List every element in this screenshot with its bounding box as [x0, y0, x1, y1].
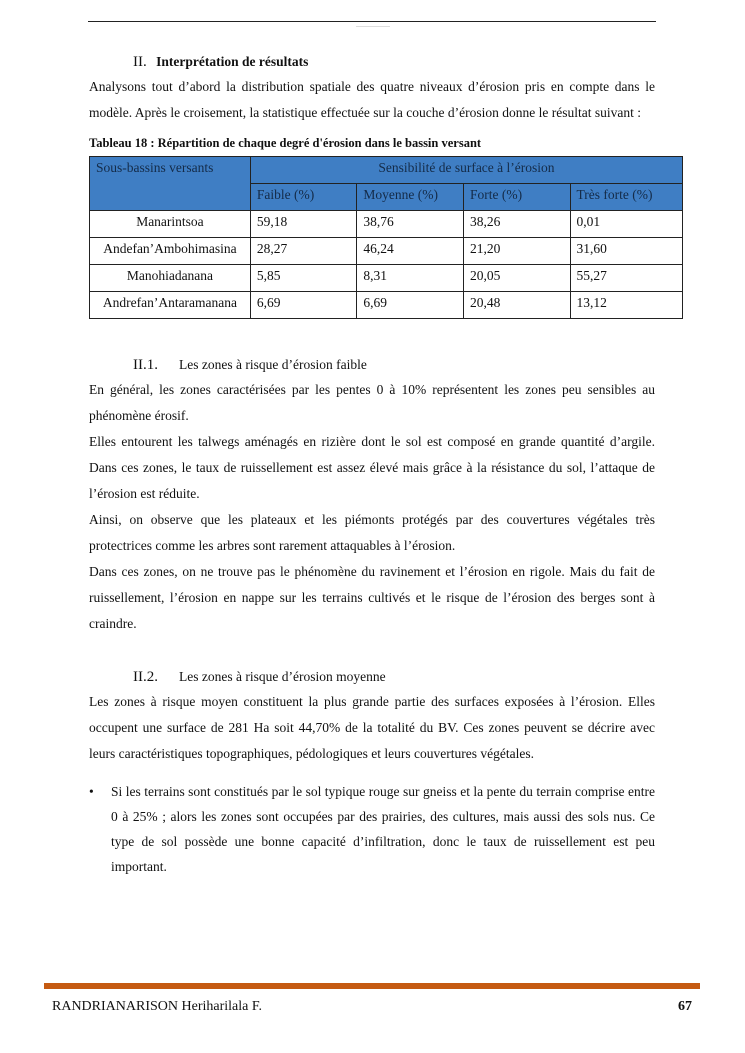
table-cell: 28,27 — [250, 238, 357, 265]
table-cell: 8,31 — [357, 265, 464, 292]
list-item-text: Si les terrains sont constitués par le sol typique rouge sur gneiss et la pente du terrain comprise entre 0 à 25% ; alors les zones sont occupées par des prairies, des cultures, mais aussi des sols nus. Ce type de sol possède une bonne capacité d’infiltration, donc le taux de ruissellement est peu important. — [111, 784, 655, 874]
table-cell: 59,18 — [250, 211, 357, 238]
table-cell: 13,12 — [570, 292, 682, 319]
spacer — [89, 637, 655, 665]
subsection-number: II.1. — [133, 357, 158, 373]
subsection-title: Les zones à risque d’érosion moyenne — [179, 669, 386, 684]
table-cell: 20,05 — [464, 265, 570, 292]
table-row — [90, 292, 683, 319]
subbasin-name: Manohiadanana — [90, 265, 251, 292]
table-caption: Tableau 18 : Répartition de chaque degré d'érosion dans le bassin versant — [89, 136, 482, 150]
section-heading — [89, 50, 655, 74]
spacer — [89, 319, 655, 353]
page-number: 67 — [678, 999, 692, 1014]
table-cell: 38,26 — [464, 211, 570, 238]
table-cell: 5,85 — [250, 265, 357, 292]
header-rule-mark — [356, 26, 390, 27]
subbasin-name: Manarintsoa — [90, 211, 251, 238]
section-number: II. — [133, 54, 147, 70]
column-header: Forte (%) — [464, 184, 570, 211]
group-header-cell: Sensibilité de surface à l’érosion — [250, 157, 682, 184]
list-item — [89, 779, 655, 879]
table-row — [90, 211, 683, 238]
table-cell: 6,69 — [357, 292, 464, 319]
column-header: Faible (%) — [250, 184, 357, 211]
paragraph: Elles entourent les talwegs aménagés en rizière dont le sol est composé en grande quantité d’argile. Dans ces zones, le taux de ruissellement est assez élevé mais grâce à la résistance du sol, l’attaque de l’érosion est réduite. — [89, 434, 655, 501]
footer-rule — [44, 983, 700, 989]
subsection-heading — [89, 353, 655, 377]
subsection-title: Les zones à risque d’érosion faible — [179, 357, 367, 372]
paragraph: Les zones à risque moyen constituent la plus grande partie des surfaces exposées à l’érosion. Elles occupent une surface de 281 Ha soit 44,70% de la totalité du BV. Ces zones peuvent se décrire avec leurs caractéristiques topographiques, pédologiques et leurs couvertures végétales. — [89, 694, 655, 761]
table-cell: 6,69 — [250, 292, 357, 319]
paragraph: Ainsi, on observe que les plateaux et les piémonts protégés par des couvertures végétales très protectrices comme les arbres sont rarement attaquables à l’érosion. — [89, 512, 655, 553]
table-row — [90, 265, 683, 292]
paragraph: En général, les zones caractérisées par les pentes 0 à 10% représentent les zones peu sensibles au phénomène érosif. — [89, 382, 655, 423]
erosion-table — [89, 156, 683, 319]
table-row — [90, 238, 683, 265]
paragraph: Dans ces zones, on ne trouve pas le phénomène du ravinement et l’érosion en rigole. Mais du fait de ruissellement, l’érosion en nappe sur les terrains cultivés et le risque de l’érosion des berges sont à craindre. — [89, 564, 655, 631]
column-header: Très forte (%) — [570, 184, 682, 211]
table-cell: 21,20 — [464, 238, 570, 265]
table-cell: 46,24 — [357, 238, 464, 265]
subbasin-name: Andrefan’Antaramanana — [90, 292, 251, 319]
subsection-number: II.2. — [133, 669, 158, 685]
subbasin-name: Andefan’Ambohimasina — [90, 238, 251, 265]
bullet-icon: • — [89, 784, 94, 799]
page-content — [89, 50, 655, 879]
header-rule — [88, 21, 656, 22]
table-cell: 0,01 — [570, 211, 682, 238]
table-header-row — [90, 157, 683, 184]
table-cell: 20,48 — [464, 292, 570, 319]
row-header-cell: Sous-bassins versants — [90, 157, 251, 211]
bullet-list — [89, 779, 655, 879]
table-cell: 31,60 — [570, 238, 682, 265]
subsection-heading — [89, 665, 655, 689]
footer-author: RANDRIANARISON Heriharilala F. — [52, 999, 263, 1014]
intro-paragraph: Analysons tout d’abord la distribution spatiale des quatre niveaux d’érosion pris en compte dans le modèle. Après le croisement, la statistique effectuée sur la couche d’érosion donne le résultat suivant : — [89, 79, 655, 120]
section-title: Interprétation de résultats — [156, 54, 309, 69]
table-cell: 38,76 — [357, 211, 464, 238]
table-cell: 55,27 — [570, 265, 682, 292]
column-header: Moyenne (%) — [357, 184, 464, 211]
